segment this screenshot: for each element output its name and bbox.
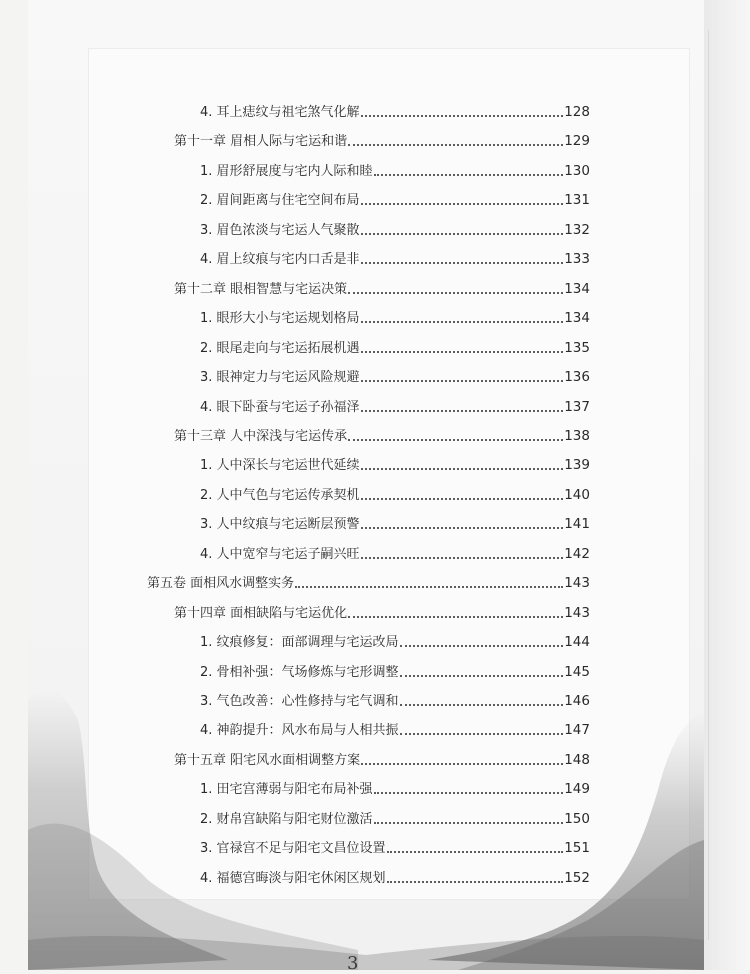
dot-leader (361, 105, 564, 117)
toc-entry-page: 139 (564, 457, 590, 474)
toc-entry-title: 4. 眼下卧蚕与宅运子孙福泽 (200, 399, 360, 415)
toc-entry[interactable] (147, 575, 590, 591)
dot-leader (374, 164, 564, 176)
toc-entry-title: 4. 人中宽窄与宅运子嗣兴旺 (200, 546, 360, 562)
dot-leader (374, 782, 564, 794)
toc-entry-page: 150 (564, 810, 590, 827)
dot-leader (348, 606, 563, 618)
toc-entry-page: 146 (564, 693, 590, 709)
toc-entry[interactable] (200, 870, 590, 886)
dot-leader (361, 193, 564, 205)
dot-leader (361, 488, 564, 500)
toc-entry-title: 2. 骨相补强：气场修炼与宅形调整 (200, 664, 399, 680)
toc-entry-title: 2. 眼尾走向与宅运拓展机遇 (200, 340, 360, 356)
toc-entry[interactable] (200, 693, 590, 709)
toc-entry[interactable] (200, 104, 590, 120)
dot-leader (387, 841, 564, 853)
toc-entry-title: 1. 眼形大小与宅运规划格局 (200, 311, 360, 327)
toc-entry-page: 149 (564, 781, 590, 798)
toc-entry[interactable] (200, 457, 590, 473)
dot-leader (361, 311, 564, 323)
dot-leader (348, 282, 563, 294)
toc-entry-page: 136 (564, 369, 590, 386)
toc-entry[interactable] (174, 752, 590, 768)
toc-entry-page: 134 (564, 310, 590, 327)
toc-entry[interactable] (200, 487, 590, 503)
toc-entry-page: 148 (564, 751, 590, 768)
toc-entry[interactable] (200, 722, 590, 738)
dot-leader (400, 694, 564, 706)
toc-entry-title: 4. 耳上痣纹与祖宅煞气化解 (200, 105, 360, 120)
toc-entry-page: 151 (564, 840, 590, 857)
toc-entry-title: 3. 气色改善：心性修持与宅气调和 (200, 694, 399, 709)
toc-entry-page: 152 (564, 869, 590, 886)
toc-entry-title: 1. 人中深长与宅运世代延续 (200, 458, 360, 474)
dot-leader (348, 429, 563, 441)
toc-entry-page: 133 (564, 251, 590, 268)
dot-leader (361, 252, 564, 264)
toc-entry-title: 3. 人中纹痕与宅运断层预警 (200, 517, 360, 533)
toc-entry-title: 1. 纹痕修复：面部调理与宅运改局 (200, 635, 399, 651)
toc-entry-title: 4. 眉上纹痕与宅内口舌是非 (200, 252, 360, 268)
dot-leader (400, 635, 564, 647)
toc-entry-page: 132 (564, 221, 590, 238)
toc-entry-title: 2. 财帛宫缺陷与阳宅财位激活 (200, 811, 373, 827)
toc-entry-page: 141 (564, 516, 590, 533)
dot-leader (361, 458, 564, 470)
dot-leader (361, 400, 564, 412)
dot-leader (400, 723, 564, 735)
toc-entry[interactable] (200, 781, 590, 797)
toc-entry-title: 4. 神韵提升：风水布局与人相共振 (200, 723, 399, 739)
toc-entry-page: 135 (564, 339, 590, 356)
toc-entry[interactable] (200, 634, 590, 650)
toc-entry[interactable] (200, 222, 590, 238)
toc-entry-page: 138 (564, 427, 590, 444)
toc-entry-page: 143 (564, 604, 590, 621)
toc-entry-title: 3. 眼神定力与宅运风险规避 (200, 370, 360, 386)
toc-entry[interactable] (200, 840, 590, 856)
toc-entry[interactable] (200, 546, 590, 562)
page-number: 3 (347, 953, 359, 974)
toc-entry-page: 145 (564, 663, 590, 680)
page-edge (704, 0, 750, 970)
toc-entry[interactable] (200, 310, 590, 326)
dot-leader (295, 576, 563, 588)
toc-entry-page: 142 (564, 545, 590, 562)
toc-entry[interactable] (200, 516, 590, 532)
toc-entry-title: 4. 福德宫晦淡与阳宅休闲区规划 (200, 870, 386, 886)
toc-entry[interactable] (200, 811, 590, 827)
dot-leader (361, 223, 564, 235)
toc-entry[interactable] (200, 251, 590, 267)
toc-entry-title: 第十三章 人中深浅与宅运传承 (174, 428, 348, 444)
ink-landscape-background (28, 640, 704, 970)
dot-leader (400, 665, 564, 677)
toc-entry-title: 1. 田宅宫薄弱与阳宅布局补强 (200, 782, 373, 798)
dot-leader (361, 517, 564, 529)
dot-leader (361, 753, 563, 765)
toc-entry-title: 第十一章 眉相人际与宅运和谐 (174, 134, 348, 150)
toc-entry-page: 140 (564, 486, 590, 503)
dot-leader (348, 134, 563, 146)
dot-leader (361, 370, 564, 382)
toc-entry[interactable] (200, 664, 590, 680)
toc-entry-page: 134 (564, 280, 590, 297)
dot-leader (387, 871, 564, 883)
toc-entry-title: 1. 眉形舒展度与宅内人际和睦 (200, 163, 373, 179)
toc-entry-page: 137 (564, 398, 590, 415)
toc-entry-page: 129 (564, 133, 590, 150)
toc-entry[interactable] (200, 340, 590, 356)
fold-line (708, 30, 709, 940)
toc-entry-title: 第十二章 眼相智慧与宅运决策 (174, 281, 348, 297)
dot-leader (374, 812, 564, 824)
toc-entry-page: 147 (564, 722, 590, 739)
dot-leader (361, 341, 564, 353)
toc-entry[interactable] (174, 605, 590, 621)
toc-entry[interactable] (200, 399, 590, 415)
toc-entry[interactable] (200, 192, 590, 208)
toc-entry-page: 130 (564, 162, 590, 179)
toc-entry-title: 第十五章 阳宅风水面相调整方案 (174, 752, 361, 768)
toc-entry[interactable] (174, 133, 590, 149)
toc-entry-title: 第十四章 面相缺陷与宅运优化 (174, 605, 348, 621)
toc-entry[interactable] (174, 428, 590, 444)
toc-entry-page: 144 (564, 634, 590, 651)
toc-entry-title: 2. 人中气色与宅运传承契机 (200, 487, 360, 503)
toc-entry[interactable] (200, 369, 590, 385)
toc-entry-page: 128 (564, 104, 590, 120)
toc-entry-page: 143 (564, 575, 590, 592)
toc-entry-title: 第五卷 面相风水调整实务 (147, 576, 295, 592)
toc-entry-title: 3. 官禄宫不足与阳宅文昌位设置 (200, 841, 386, 857)
toc-entry[interactable] (200, 163, 590, 179)
toc-entry[interactable] (174, 281, 590, 297)
toc-entry-page: 131 (564, 192, 590, 209)
toc-entry-title: 3. 眉色浓淡与宅运人气聚散 (200, 222, 360, 238)
dot-leader (361, 547, 564, 559)
toc-entry-title: 2. 眉间距离与住宅空间布局 (200, 193, 360, 209)
